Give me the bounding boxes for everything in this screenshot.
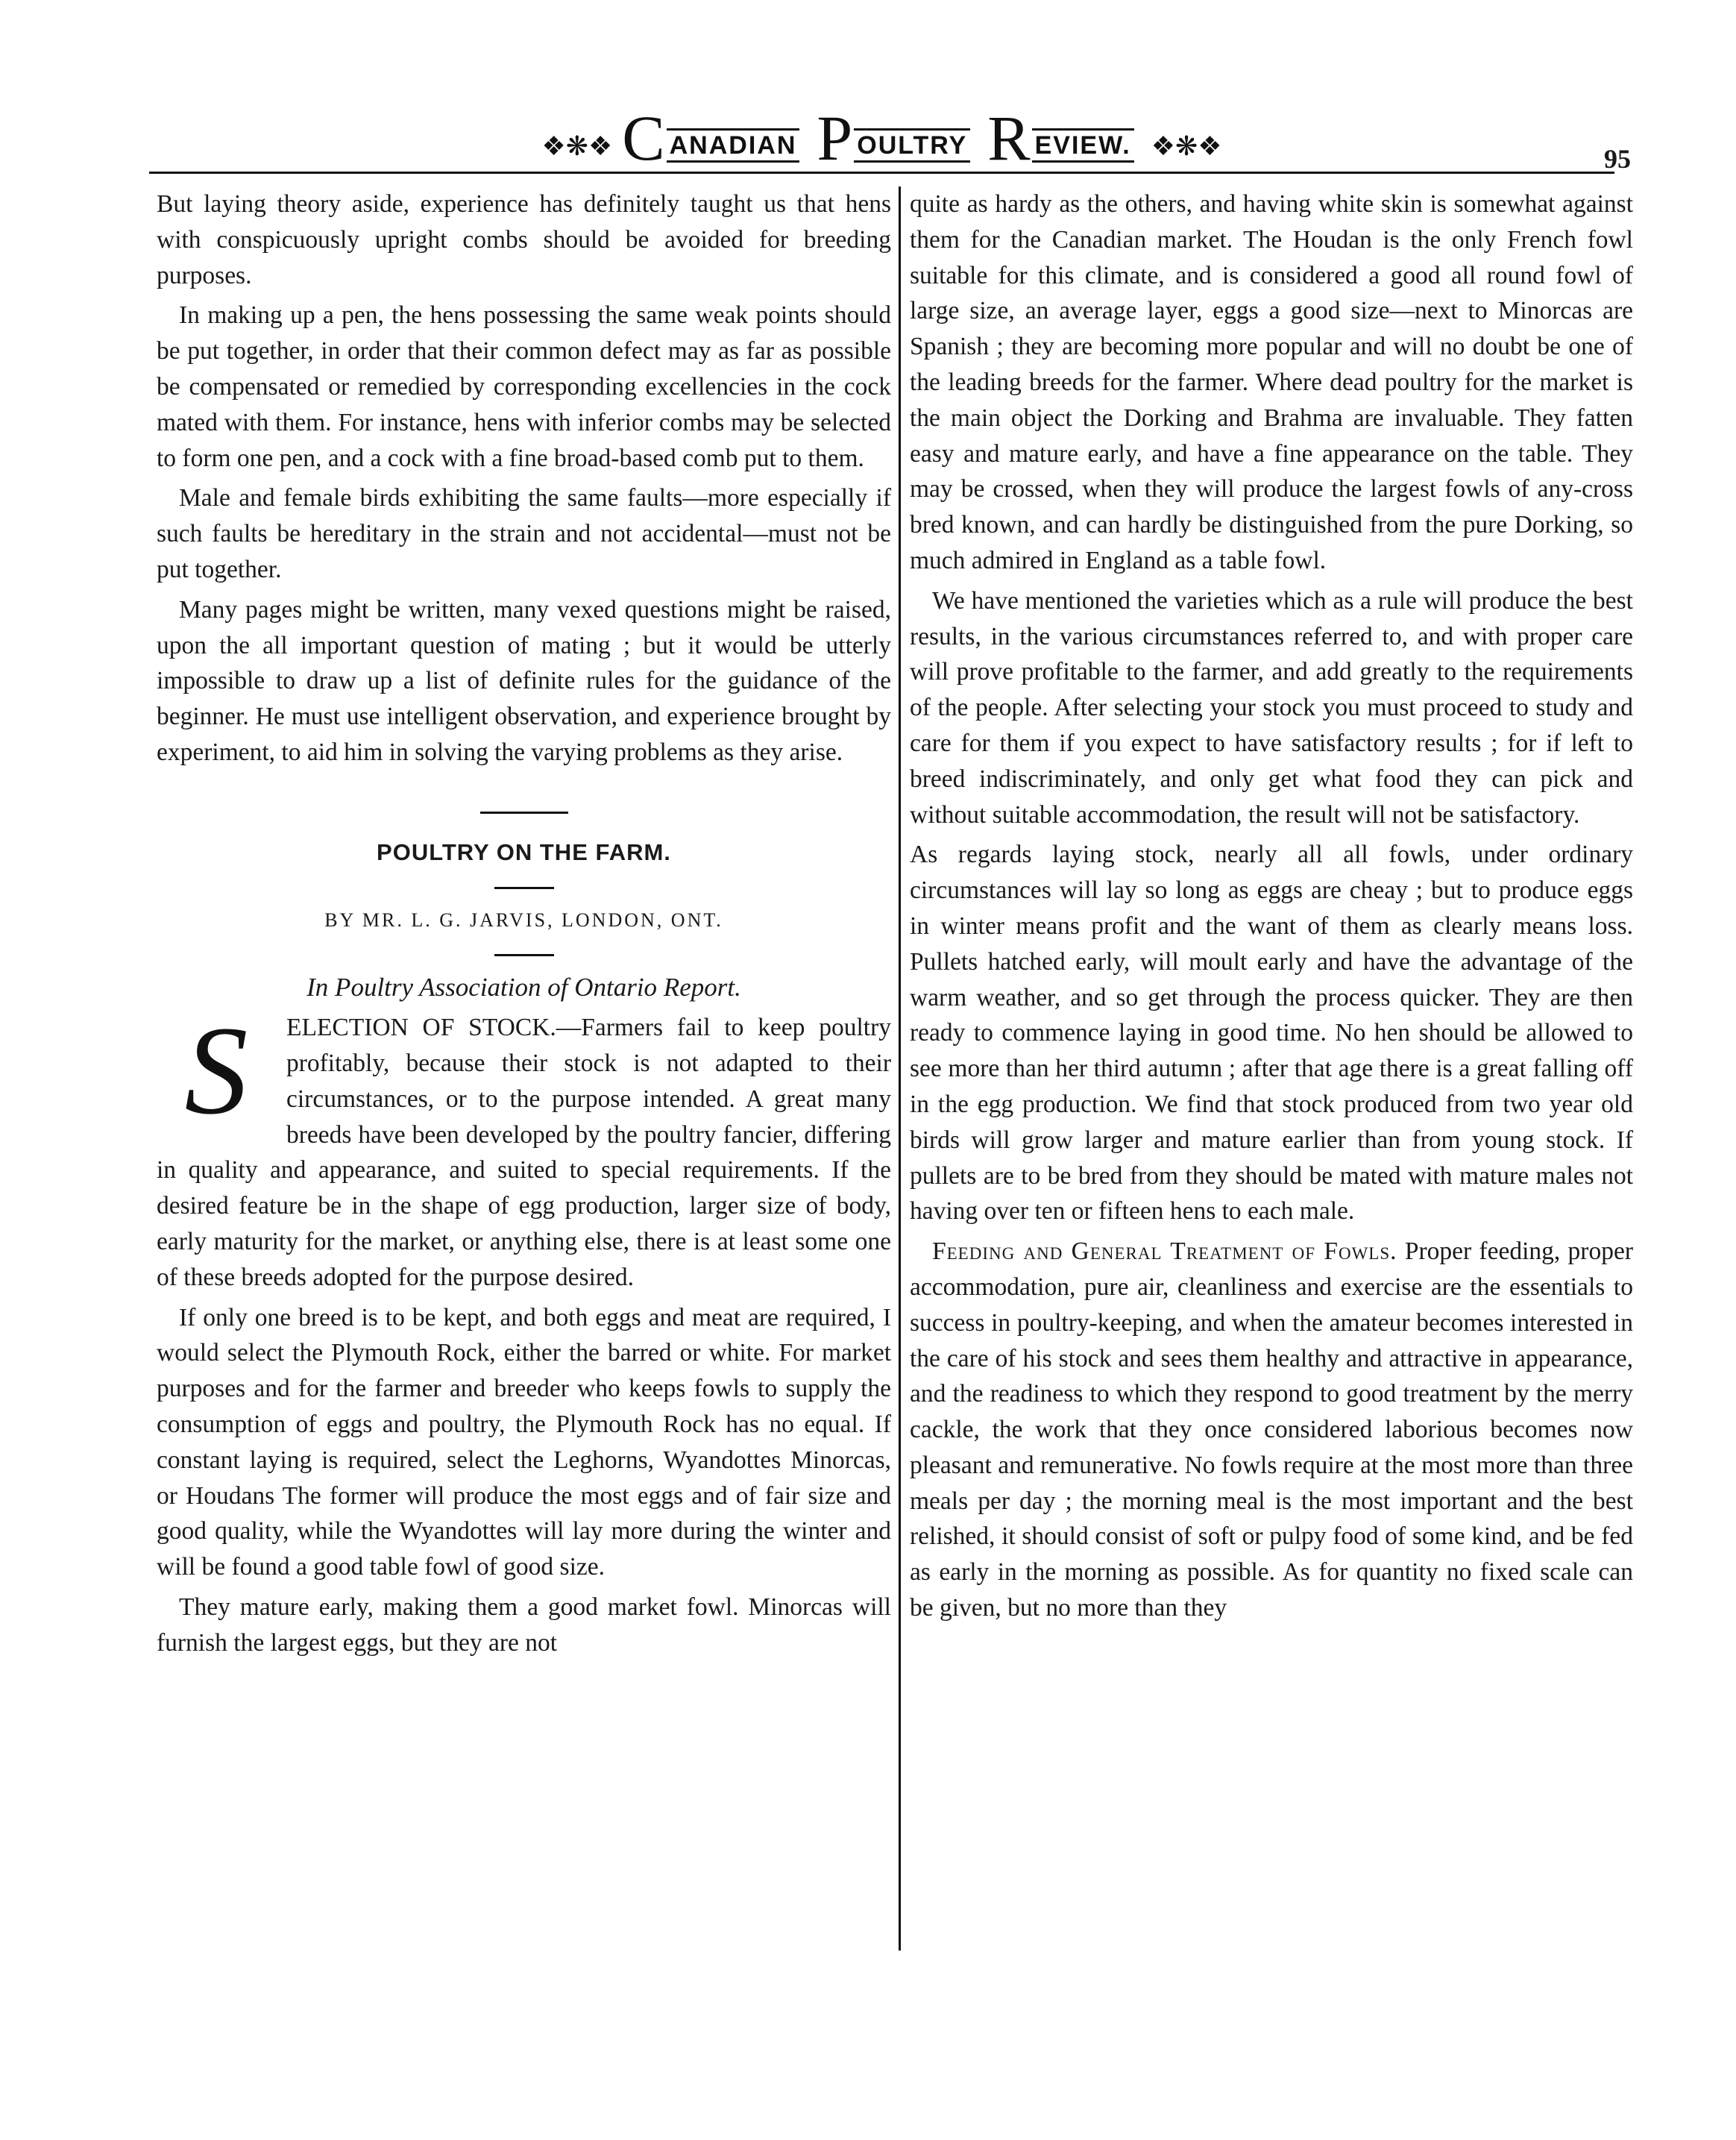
right-paragraph-2: We have mentioned the varieties which as a rule will produce the best results, in the various circumstances referred to, and with proper care will prove profitable to the farmer, and add greatly to the requirements of the people. After selecting your stock you must proceed to study and care for them if you expect to have satisfactory results ; for if left to breed indiscriminately, and only get what food they can pick and without suitable accommodation, the result will not be satisfactory. [910, 586, 1633, 829]
left-paragraph-1: But laying theory aside, experience has definitely taught us that hens with conspicuously upright combs should be avoided for breeding purposes. [157, 190, 891, 289]
right-paragraph-3: As regards laying stock, nearly all all fowls, under ordinary circumstances will lay so long as eggs are cheay ; but to produce eggs in winter means profit and the want of them as clearly means loss. Pullets hatched early, will moult early and have the advantage of the warm weather, and so get through the process quicker. They are then ready to commence laying in good time. No hen should be allowed to see more than her third autumn ; after that age there is a great falling off in the egg production. We find that stock produced from two year old birds will grow larger and mature earlier than from young stock. If pullets are to be bred from they should be mated with mature males not having over ten or fifteen hens to each male. [910, 841, 1633, 1226]
drop-cap: S [184, 1000, 248, 1141]
left-paragraph-4: Many pages might be written, many vexed questions might be raised, upon the all important question of mating ; but it would be utterly impossible to draw up a list of definite rules for the guidance of the beginner. He must use intelligent observation, and experience brought by experiment, to aid him in solving the varying problems as they arise. [157, 595, 891, 766]
publication-title [149, 102, 1614, 174]
title-initial-c: C [622, 102, 667, 174]
byline-divider [494, 954, 554, 956]
title-initial-p: P [817, 102, 855, 174]
right-paragraph-4 [910, 1234, 1633, 1626]
ornament-left-icon: ❖❋❖ [541, 131, 613, 161]
section-divider [480, 812, 568, 814]
page-number: 95 [1604, 144, 1631, 174]
article-byline: BY MR. L. G. JARVIS, LONDON, ONT. [324, 909, 723, 931]
section-lead: ELECTION OF STOCK. [286, 1014, 556, 1042]
right-paragraph-1: quite as hardy as the others, and having white skin is somewhat against them for the Canadian market. The Houdan is the only French fowl suitable for this climate, and is considered a good all round fowl of large size, an average layer, eggs a good size—next to Minorcas are Spanish ; they are becoming more popular and will no doubt be one of the leading breeds for the farmer. Where dead poultry for the market is the main object the Dorking and Brahma are invaluable. They fatten easy and mature early, and have a fine appearance on the table. They may be crossed, when they will produce the largest fowls of any-cross bred known, and can hardly be distinguished from the pure Dorking, so much admired in England as a table fowl. [910, 190, 1633, 574]
article-title: POULTRY ON THE FARM. [377, 838, 671, 865]
left-paragraph-3: Male and female birds exhibiting the same faults—more especially if such faults be hereditary in the strain and not accidental—must not be put together. [157, 484, 891, 583]
left-paragraph-7: They mature early, making them a good market fowl. Minorcas will furnish the largest eggs, but they are not [157, 1593, 891, 1657]
left-paragraph-5 [157, 1000, 892, 1295]
title-divider [494, 887, 554, 889]
left-column [157, 186, 891, 1665]
right-column [910, 186, 1633, 1631]
column-divider [899, 186, 901, 1951]
title-word-eview: EVIEW. [1032, 128, 1134, 163]
article-source: In Poultry Association of Ontario Report. [306, 973, 741, 1002]
title-word-anadian: ANADIAN [667, 128, 800, 163]
ornament-right-icon: ❖❋❖ [1151, 131, 1222, 161]
right-paragraph-4-text: Proper feeding, proper accommodation, pure air, cleanliness and exercise are the essentials to success in poultry-keeping, and when the amateur becomes interested in the care of his stock and sees them healthy and attractive in appearance, and the readiness to which they respond to good treatment by the merry cackle, the work that they once considered laborious becomes now pleasant and remunerative. No fowls require at the most more than three meals per day ; the morning meal is the most important and the best relished, it should consist of soft or pulpy food of some kind, and be fed as early in the morning as possible. As for quantity no fixed scale can be given, but no more than they [910, 1237, 1633, 1622]
left-paragraph-5-text: —Farmers fail to keep poultry profitably, because their stock is not adapted to their circumstances, or to the purpose intended. A great many breeds have been developed by the poultry fancier, differing in quality and appearance, and suited to special requirements. If the desired feature be in the shape of egg production, larger size of body, early maturity for the market, or anything else, there is at least some one of these breeds adopted for the purpose desired. [157, 1014, 892, 1291]
masthead [149, 102, 1631, 179]
masthead-rule [149, 172, 1614, 174]
section-heading-feeding: Feeding and General Treatment of Fowls. [932, 1237, 1397, 1266]
title-word-oultry: OULTRY [854, 128, 970, 163]
left-paragraph-6: If only one breed is to be kept, and both eggs and meat are required, I would select the Plymouth Rock, either the barred or white. For market purposes and for the farmer and breeder who keeps fowls to supply the consumption of eggs and poultry, the Plymouth Rock has no equal. If constant laying is required, select the Leghorns, Wyandottes Minorcas, or Houdans The former will produce the most eggs and of fair size and good quality, while the Wyandottes will lay more during the winter and will be found a good table fowl of good size. [157, 1303, 891, 1581]
left-paragraph-2: In making up a pen, the hens possessing the same weak points should be put together, in order that their common defect may as far as possible be compensated or remedied by corresponding excellencies in the cock mated with them. For instance, hens with inferior combs may be selected to form one pen, and a cock with a fine broad-based comb put to them. [157, 301, 891, 472]
title-initial-r: R [987, 102, 1032, 174]
